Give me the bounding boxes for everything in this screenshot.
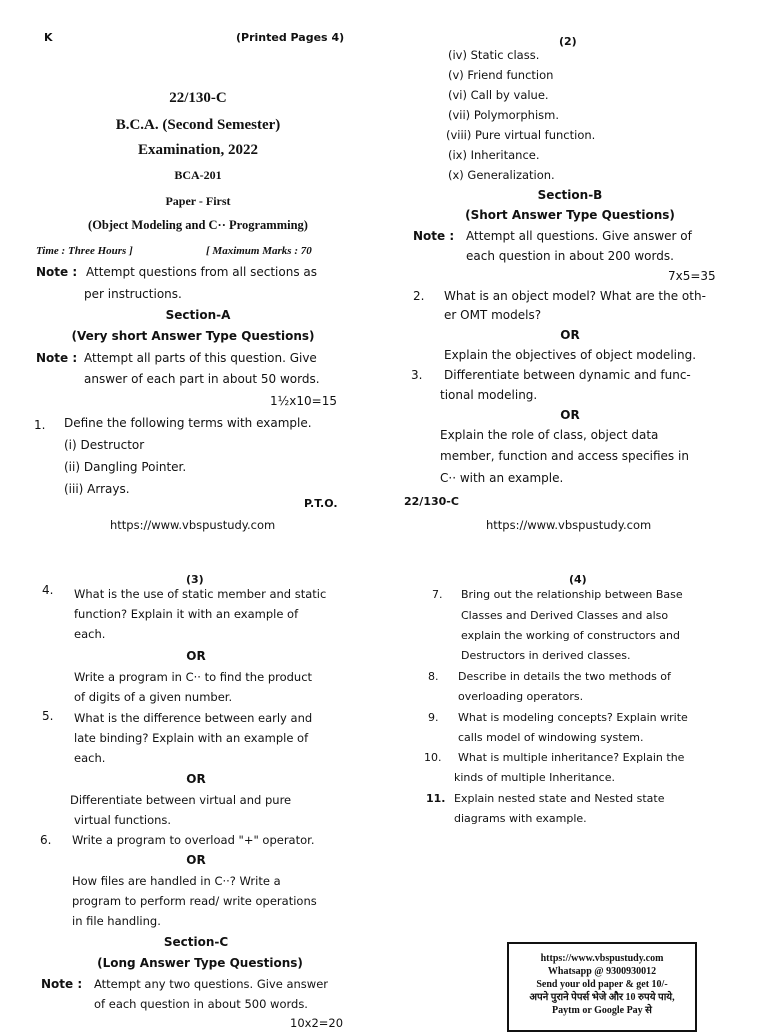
note-text-line1: Attempt all questions. Give answer of bbox=[466, 229, 692, 243]
paper-code-heading: 22/130-C bbox=[169, 90, 227, 106]
question-text: How files are handled in C··? Write a bbox=[72, 874, 281, 888]
section-a-subheading: (Very short Answer Type Questions) bbox=[71, 329, 315, 343]
question-text: Describe in details the two methods of bbox=[458, 670, 671, 683]
question-text: Write a program in C·· to find the product bbox=[74, 670, 313, 684]
promo-payment: Paytm or Google Pay से bbox=[552, 1005, 652, 1016]
question-text: tional modeling. bbox=[440, 388, 538, 402]
note-label: Note : bbox=[36, 265, 78, 279]
question-text: Define the following terms with example. bbox=[64, 416, 312, 430]
question-text: Write a program to overload "+" operator. bbox=[72, 833, 315, 847]
time-label: Time : Three Hours ] bbox=[36, 245, 133, 257]
question-text: late binding? Explain with an example of bbox=[74, 731, 309, 745]
question-number: 2. bbox=[413, 289, 425, 303]
promo-url: https://www.vbspustudy.com bbox=[540, 953, 664, 964]
question-text: member, function and access specifies in bbox=[440, 449, 689, 463]
question-number: 3. bbox=[411, 368, 423, 382]
sub-item: (iv) Static class. bbox=[448, 48, 540, 62]
promo-offer-hindi: अपने पुराने पेपर्स भेजे और 10 रुपये पाये, bbox=[529, 992, 675, 1003]
question-text: of digits of a given number. bbox=[74, 690, 233, 704]
pto-mark: P.T.O. bbox=[304, 497, 338, 510]
question-text: overloading operators. bbox=[458, 690, 584, 703]
question-number: 11. bbox=[426, 792, 446, 805]
question-text: virtual functions. bbox=[74, 813, 172, 827]
question-text: er OMT models? bbox=[444, 308, 542, 322]
note-text-line1: Attempt any two questions. Give answer bbox=[94, 977, 328, 991]
sub-item: (vii) Polymorphism. bbox=[448, 108, 559, 122]
note-text-line2: of each question in about 500 words. bbox=[94, 997, 308, 1011]
footer-url: https://www.vbspustudy.com bbox=[110, 518, 276, 532]
footer-url: https://www.vbspustudy.com bbox=[486, 518, 652, 532]
question-number: 10. bbox=[424, 751, 442, 764]
section-c-heading: Section-C bbox=[163, 935, 229, 949]
question-number: 9. bbox=[428, 711, 439, 724]
page-number: (4) bbox=[569, 573, 587, 586]
section-a-heading: Section-A bbox=[165, 308, 231, 322]
question-number: 7. bbox=[432, 588, 443, 601]
question-text: in file handling. bbox=[72, 914, 161, 928]
question-text: Differentiate between dynamic and func- bbox=[444, 368, 691, 382]
note-text-line2: answer of each part in about 50 words. bbox=[84, 372, 320, 386]
marks-score: 1½x10=15 bbox=[270, 394, 337, 408]
paper-code: BCA-201 bbox=[174, 168, 222, 182]
question-text: What is multiple inheritance? Explain the bbox=[458, 751, 685, 764]
marks-score: 7x5=35 bbox=[668, 269, 716, 283]
subject-title: (Object Modeling and C·· Programming) bbox=[88, 218, 308, 232]
note-label: Note : bbox=[413, 229, 455, 243]
question-text: What is modeling concepts? Explain write bbox=[458, 711, 688, 724]
question-text: What is an object model? What are the oth- bbox=[444, 289, 706, 303]
sub-item: (viii) Pure virtual function. bbox=[446, 128, 596, 142]
sub-item: (i) Destructor bbox=[64, 438, 145, 452]
note-text-line1: Attempt questions from all sections as bbox=[86, 265, 317, 279]
question-text: Explain the objectives of object modeling. bbox=[444, 348, 697, 362]
question-text: diagrams with example. bbox=[454, 812, 587, 825]
promo-box bbox=[507, 942, 697, 1032]
sub-item: (v) Friend function bbox=[448, 68, 554, 82]
or-separator: OR bbox=[560, 328, 580, 342]
question-text: program to perform read/ write operations bbox=[72, 894, 317, 908]
question-number: 8. bbox=[428, 670, 439, 683]
page-number: (2) bbox=[559, 35, 577, 48]
promo-offer: Send your old paper & get 10/- bbox=[536, 979, 668, 990]
sub-item: (ix) Inheritance. bbox=[448, 148, 540, 162]
or-separator: OR bbox=[186, 649, 206, 663]
or-separator: OR bbox=[186, 772, 206, 786]
or-separator: OR bbox=[186, 853, 206, 867]
note-text-line1: Attempt all parts of this question. Give bbox=[84, 351, 317, 365]
section-c-subheading: (Long Answer Type Questions) bbox=[97, 956, 303, 970]
or-separator: OR bbox=[560, 408, 580, 422]
section-b-heading: Section-B bbox=[537, 188, 603, 202]
printed-pages: (Printed Pages 4) bbox=[236, 31, 345, 44]
note-text-line2: each question in about 200 words. bbox=[466, 249, 674, 263]
question-text: Classes and Derived Classes and also bbox=[461, 609, 669, 622]
note-label: Note : bbox=[36, 351, 78, 365]
question-text: Explain the role of class, object data bbox=[440, 428, 659, 442]
question-number: 5. bbox=[42, 709, 54, 723]
question-text: C·· with an example. bbox=[440, 471, 564, 485]
question-text: What is the difference between early and bbox=[74, 711, 313, 725]
max-marks-label: [ Maximum Marks : 70 bbox=[206, 245, 312, 257]
promo-whatsapp: Whatsapp @ 9300930012 bbox=[547, 966, 657, 977]
question-text: function? Explain it with an example of bbox=[74, 607, 299, 621]
note-text-line2: per instructions. bbox=[84, 287, 182, 301]
marks-score: 10x2=20 bbox=[290, 1016, 344, 1030]
question-text: kinds of multiple Inheritance. bbox=[454, 771, 615, 784]
question-text: Bring out the relationship between Base bbox=[461, 588, 683, 601]
question-text: Differentiate between virtual and pure bbox=[70, 793, 292, 807]
sub-item: (vi) Call by value. bbox=[448, 88, 549, 102]
degree-title: B.C.A. (Second Semester) bbox=[115, 117, 281, 133]
page-number: (3) bbox=[186, 573, 204, 586]
note-label: Note : bbox=[41, 977, 83, 991]
section-b-subheading: (Short Answer Type Questions) bbox=[465, 208, 675, 222]
sub-item: (ii) Dangling Pointer. bbox=[64, 460, 187, 474]
paper-code-footer: 22/130-C bbox=[404, 495, 459, 508]
question-text: each. bbox=[74, 627, 106, 641]
question-text: Explain nested state and Nested state bbox=[454, 792, 665, 805]
question-number: 4. bbox=[42, 583, 54, 597]
question-text: each. bbox=[74, 751, 106, 765]
question-number: 1. bbox=[34, 418, 46, 432]
sub-item: (x) Generalization. bbox=[448, 168, 555, 182]
question-text: Destructors in derived classes. bbox=[461, 649, 631, 662]
question-text: explain the working of constructors and bbox=[461, 629, 680, 642]
question-number: 6. bbox=[40, 833, 52, 847]
paper-title: Paper - First bbox=[165, 194, 231, 208]
corner-mark: K bbox=[44, 31, 53, 44]
exam-title: Examination, 2022 bbox=[137, 142, 258, 158]
question-text: calls model of windowing system. bbox=[458, 731, 644, 744]
sub-item: (iii) Arrays. bbox=[64, 482, 130, 496]
question-text: What is the use of static member and static bbox=[74, 587, 327, 601]
